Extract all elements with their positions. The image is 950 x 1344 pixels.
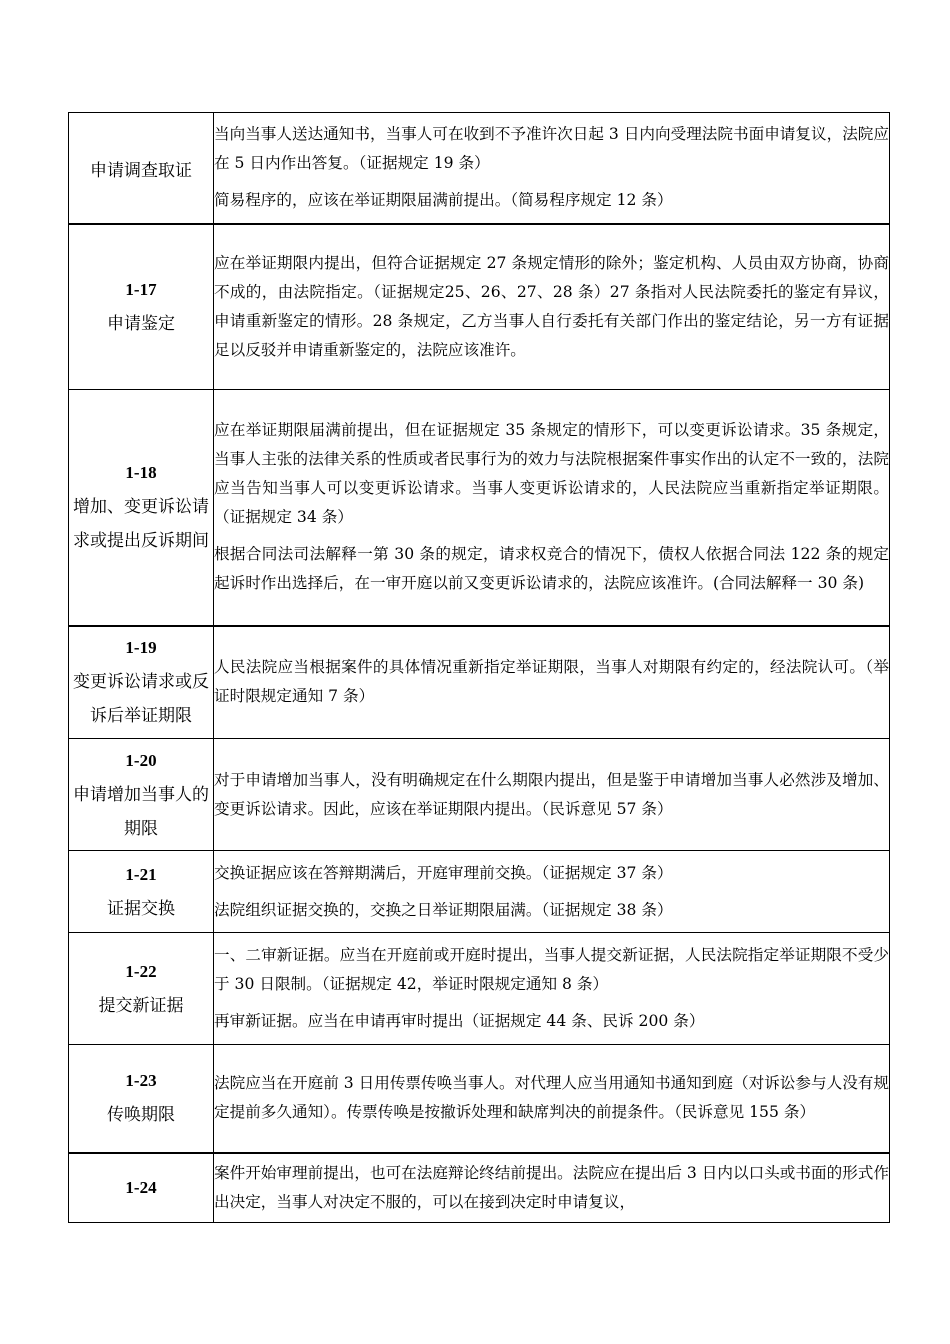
row-title: 申请鉴定 xyxy=(107,313,175,334)
row-number: 1-18 xyxy=(125,463,157,483)
row-label xyxy=(69,390,214,626)
table-row xyxy=(69,933,890,1045)
row-content xyxy=(214,1153,890,1223)
row-label xyxy=(69,1153,214,1223)
table-row xyxy=(69,739,890,851)
row-number: 1-23 xyxy=(125,1071,157,1091)
row-title: 传唤期限 xyxy=(107,1105,175,1126)
row-number: 1-20 xyxy=(125,750,157,770)
row-paragraph: 根据合同法司法解释一第 30 条的规定，请求权竞合的情况下，债权人依据合同法 122 条的规定起诉时作出选择后，在一审开庭以前又变更诉讼请求的，法院应该准许。(合同法解释一 30 条) xyxy=(214,545,889,593)
table-row xyxy=(69,390,890,626)
table-row xyxy=(69,1045,890,1153)
row-content xyxy=(214,390,890,626)
table-row xyxy=(69,851,890,933)
row-number: 1-24 xyxy=(125,1177,157,1197)
row-label xyxy=(69,1045,214,1153)
row-title: 申请增加当事人的期限 xyxy=(73,784,209,839)
row-paragraph: 再审新证据。应当在申请再审时提出（证据规定 44 条、民诉 200 条） xyxy=(214,1012,705,1030)
row-paragraph: 对于申请增加当事人，没有明确规定在什么期限内提出，但是鉴于申请增加当事人必然涉及增加、变更诉讼请求。因此，应该在举证期限内提出。（民诉意见 57 条） xyxy=(214,770,889,818)
row-paragraph: 法院应当在开庭前 3 日用传票传唤当事人。对代理人应当用通知书通知到庭（对诉讼参与人没有规定提前多久通知）。传票传唤是按撤诉处理和缺席判决的前提条件。（民诉意见 155 条） xyxy=(214,1074,889,1122)
row-label xyxy=(69,626,214,739)
table-row xyxy=(69,626,890,739)
row-label xyxy=(69,739,214,851)
row-content xyxy=(214,626,890,739)
row-label xyxy=(69,851,214,933)
row-content xyxy=(214,851,890,933)
row-title: 提交新证据 xyxy=(98,995,184,1016)
row-label xyxy=(69,933,214,1045)
row-label xyxy=(69,224,214,390)
table-row xyxy=(69,224,890,390)
row-content xyxy=(214,113,890,224)
row-content xyxy=(214,1045,890,1153)
row-title: 申请调查取证 xyxy=(90,160,192,181)
row-paragraph: 案件开始审理前提出，也可在法庭辩论终结前提出。法院应在提出后 3 日内以口头或书面的形式作出决定，当事人对决定不服的，可以在接到决定时申请复议， xyxy=(214,1163,889,1211)
row-content xyxy=(214,739,890,851)
row-paragraph: 法院组织证据交换的，交换之日举证期限届满。（证据规定 38 条） xyxy=(214,900,673,919)
row-content xyxy=(214,224,890,390)
row-number: 1-22 xyxy=(125,961,157,981)
row-paragraph: 人民法院应当根据案件的具体情况重新指定举证期限，当事人对期限有约定的，经法院认可。（举证时限规定通知 7 条） xyxy=(214,658,889,706)
row-paragraph: 简易程序的，应该在举证期限届满前提出。（简易程序规定 12 条） xyxy=(214,191,673,210)
row-paragraph: 应在举证期限届满前提出，但在证据规定 35 条规定的情形下，可以变更诉讼请求。35 条规定，当事人主张的法律关系的性质或者民事行为的效力与法院根据案件事实作出的认定不一致的，法院应当告知当事人可以变更诉讼请求。当事人变更诉讼请求的，人民法院应当重新指定举证期限。（证据规定 34 条） xyxy=(214,421,889,527)
row-label xyxy=(69,113,214,224)
row-number: 1-17 xyxy=(125,279,157,299)
row-number: 1-21 xyxy=(125,864,157,884)
row-paragraph: 应在举证期限内提出，但符合证据规定 27 条规定情形的除外；鉴定机构、人员由双方协商，协商不成的，由法院指定。（证据规定25、26、27、28 条）27 条指对人民法院委托的鉴定有异议，申请重新鉴定的情形。28 条规定，乙方当事人自行委托有关部门作出的鉴定结论，另一方有证据足以反驳并申请重新鉴定的，法院应该准许。 xyxy=(214,253,889,359)
row-paragraph: 当向当事人送达通知书，当事人可在收到不予准许次日起 3 日内向受理法院书面申请复议，法院应在 5 日内作出答复。（证据规定 19 条） xyxy=(214,125,889,173)
row-title: 变更诉讼请求或反诉后举证期限 xyxy=(73,672,209,727)
row-paragraph: 交换证据应该在答辩期满后，开庭审理前交换。（证据规定 37 条） xyxy=(214,863,673,882)
table-row xyxy=(69,113,890,224)
row-paragraph: 一、二审新证据。应当在开庭前或开庭时提出，当事人提交新证据，人民法院指定举证期限不受少于 30 日限制。（证据规定 42，举证时限规定通知 8 条） xyxy=(214,946,889,993)
row-content xyxy=(214,933,890,1045)
procedure-table xyxy=(68,112,890,1223)
table-row xyxy=(69,1153,890,1223)
row-title: 证据交换 xyxy=(107,898,175,919)
row-number: 1-19 xyxy=(125,638,157,658)
row-title: 增加、变更诉讼请求或提出反诉期间 xyxy=(73,497,209,552)
